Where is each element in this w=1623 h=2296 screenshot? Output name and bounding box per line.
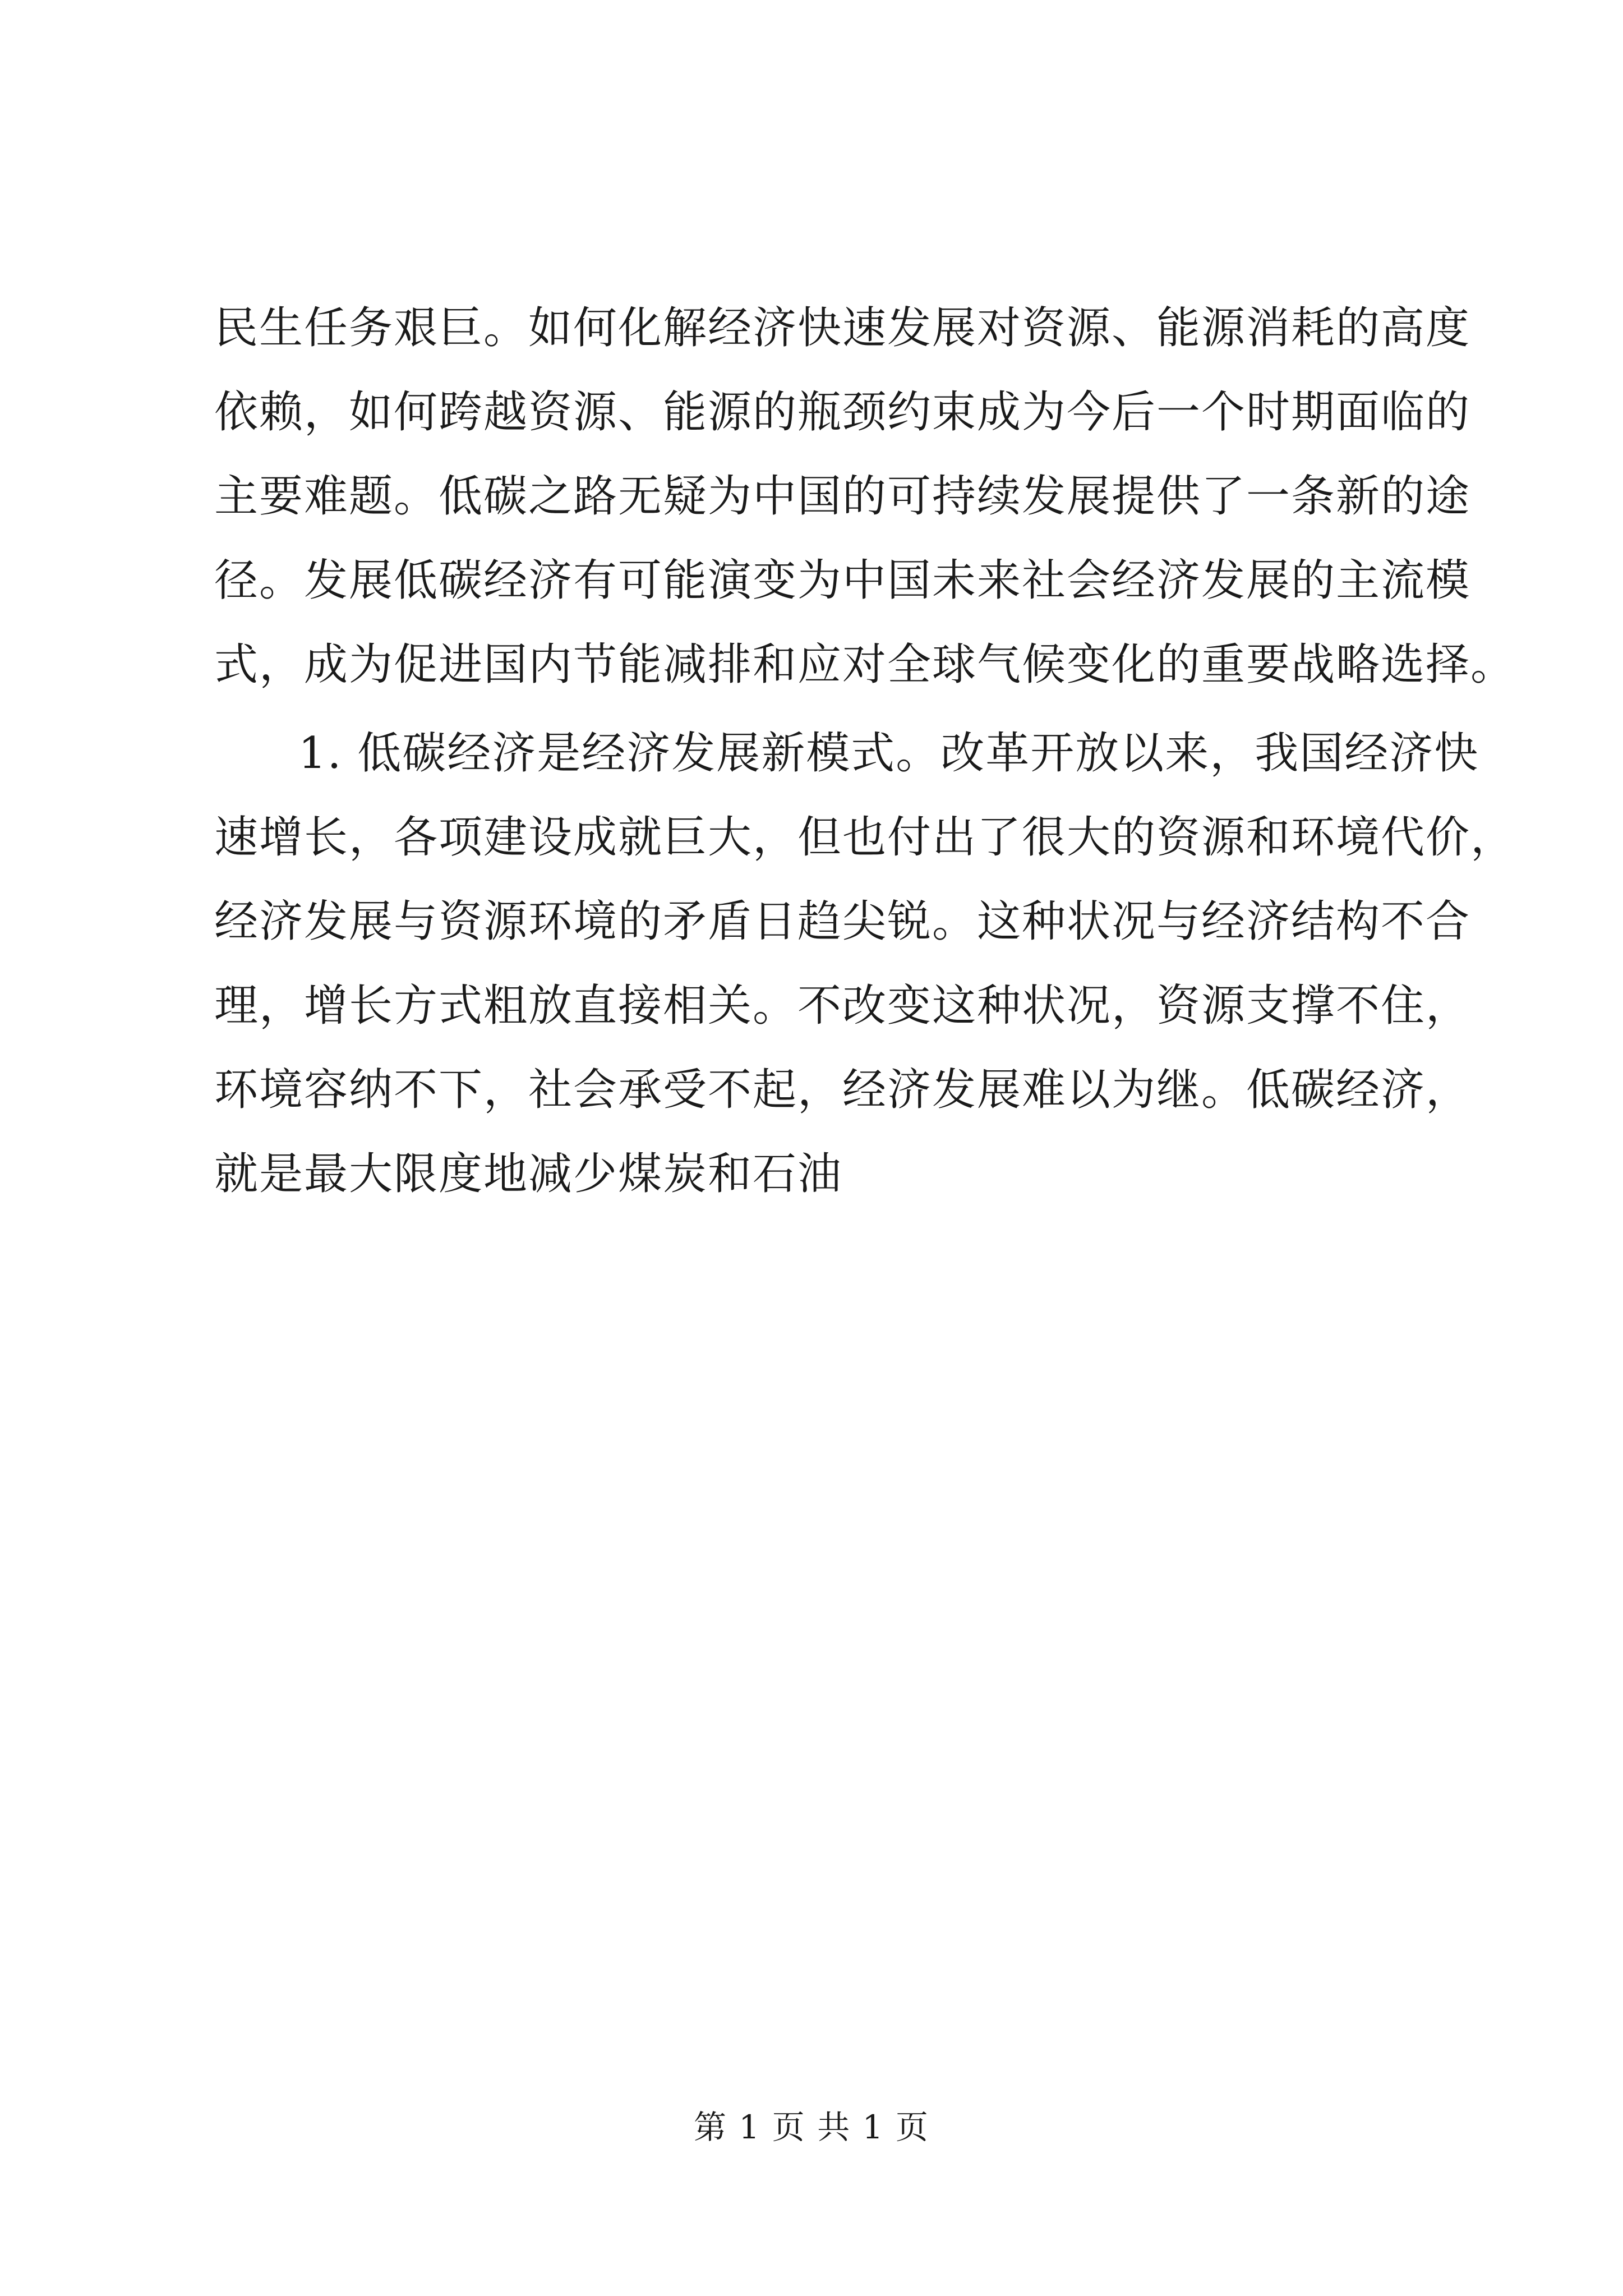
text-line: 径。发展低碳经济有可能演变为中国未来社会经济发展的主流模 (214, 555, 1471, 606)
text-line: 环境容纳不下，社会承受不起，经济发展难以为继。低碳经济， (214, 1065, 1471, 1115)
text-line: 主要难题。低碳之路无疑为中国的可持续发展提供了一条新的途 (214, 471, 1471, 522)
paragraph-2 (214, 711, 1516, 1216)
text-line: 民生任务艰巨。如何化解经济快速发展对资源、能源消耗的高度 (214, 303, 1471, 353)
document-body (214, 286, 1516, 1216)
paragraph-1 (214, 286, 1516, 707)
text-line: 依赖，如何跨越资源、能源的瓶颈约束成为今后一个时期面临的 (214, 387, 1471, 438)
text-line: 就是最大限度地减少煤炭和石油 (214, 1149, 843, 1199)
text-line: 经济发展与资源环境的矛盾日趋尖锐。这种状况与经济结构不合 (214, 896, 1471, 947)
text-line: 速增长，各项建设成就巨大，但也付出了很大的资源和环境代价， (214, 812, 1516, 863)
text-line: 1. 低碳经济是经济发展新模式。改革开放以来，我国经济快 (298, 728, 1479, 779)
page-number-footer: 第 1 页 共 1 页 (694, 2108, 929, 2146)
text-line: 式，成为促进国内节能减排和应对全球气候变化的重要战略选择。 (214, 639, 1516, 690)
text-line: 理，增长方式粗放直接相关。不改变这种状况，资源支撑不住， (214, 981, 1471, 1031)
